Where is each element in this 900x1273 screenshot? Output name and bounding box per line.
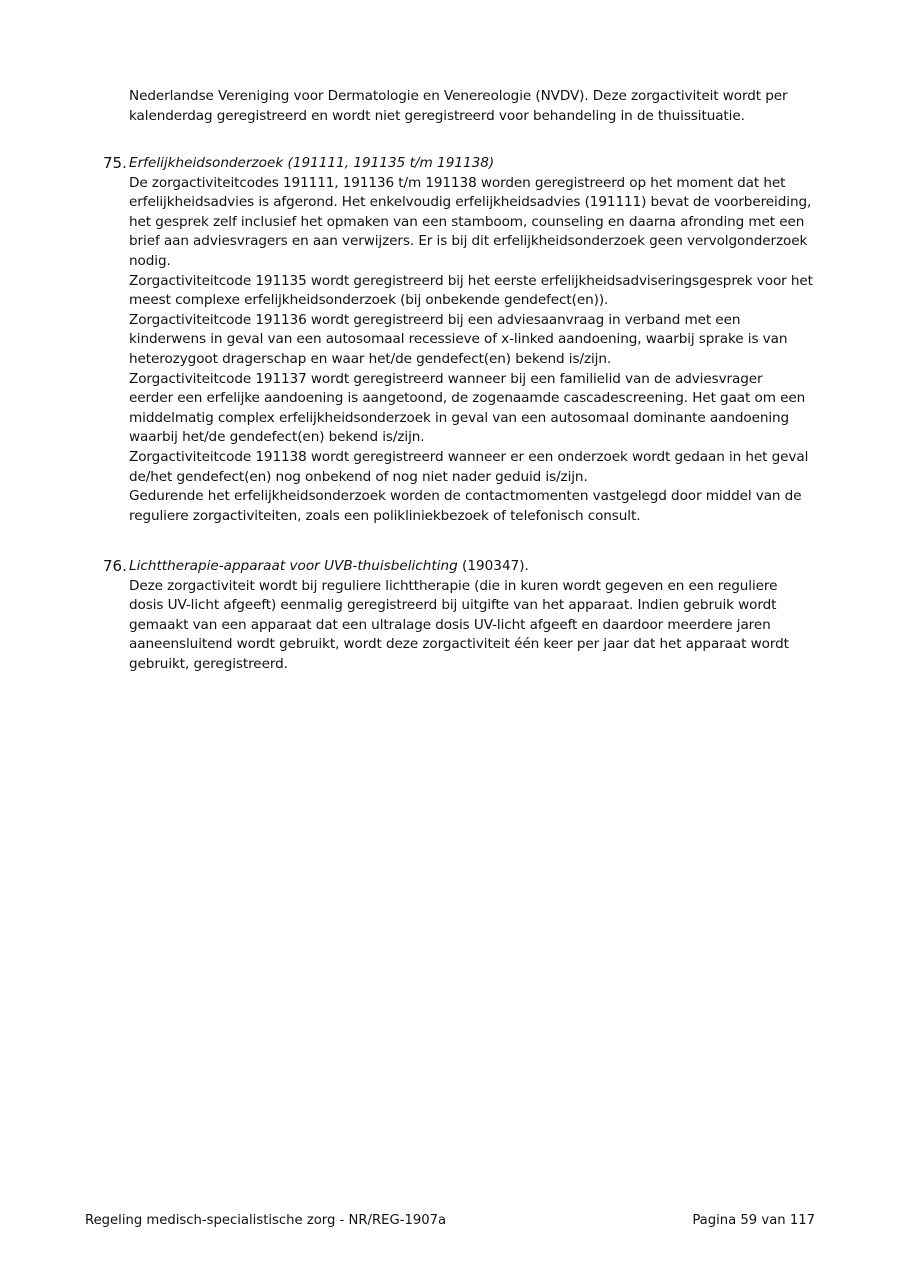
text-line: Nederlandse Vereniging voor Dermatologie en Venereologie (NVDV). Deze zorgactiviteit wordt per bbox=[129, 88, 788, 104]
item-body bbox=[129, 174, 829, 527]
footer-document-title: Regeling medisch-specialistische zorg - NR/REG-1907a bbox=[85, 1213, 447, 1228]
text-line: Zorgactiviteitcode 191138 wordt geregistreerd wanneer er een onderzoek wordt gedaan in het geval bbox=[129, 448, 809, 465]
item-title bbox=[129, 154, 494, 174]
text-line: dosis UV-licht afgeeft) eenmalig geregistreerd bij uitgifte van het apparaat. Indien gebruik wordt bbox=[129, 597, 777, 614]
text-line: reguliere zorgactiviteiten, zoals een polikliniekbezoek of telefonisch consult. bbox=[129, 507, 641, 524]
text-line: eerder een erfelijke aandoening is aangetoond, de zogenaamde cascadescreening. Het gaat om een bbox=[129, 390, 806, 407]
text-line: de/het gendefect(en) nog onbekend of nog niet nader geduid is/zijn. bbox=[129, 468, 588, 485]
text-line: middelmatig complex erfelijkheidsonderzoek in geval van een autosomaal dominante aandoening bbox=[129, 409, 790, 426]
text-line: Zorgactiviteitcode 191135 wordt geregistreerd bij het eerste erfelijkheidsadviseringsgesprek voor het bbox=[129, 272, 813, 289]
item-title-italic: Lichttherapie-apparaat voor UVB-thuisbelichting bbox=[129, 558, 458, 574]
text-line: heterozygoot dragerschap en waar het/de gendefect(en) bekend is/zijn. bbox=[129, 350, 612, 367]
intro-paragraph bbox=[129, 87, 829, 126]
text-line: waarbij het/de gendefect(en) bekend is/zijn. bbox=[129, 429, 425, 446]
item-number: 75. bbox=[103, 154, 127, 172]
text-line: De zorgactiviteitcodes 191111, 191136 t/m 191138 worden geregistreerd op het moment dat het bbox=[129, 174, 786, 191]
footer-page-number: Pagina 59 van 117 bbox=[692, 1213, 815, 1228]
item-heading bbox=[103, 154, 829, 174]
list-item-75 bbox=[103, 154, 829, 526]
text-line: het gesprek zelf inclusief het opmaken van een stamboom, counseling en daarna afronding met een bbox=[129, 213, 805, 230]
text-line: nodig. bbox=[129, 252, 171, 269]
text-line: kalenderdag geregistreerd en wordt niet geregistreerd voor behandeling in de thuissituatie. bbox=[129, 107, 745, 124]
text-line: Zorgactiviteitcode 191136 wordt geregistreerd bij een adviesaanvraag in verband met een bbox=[129, 311, 741, 328]
text-line: Gedurende het erfelijkheidsonderzoek worden de contactmomenten vastgelegd door middel van de bbox=[129, 488, 802, 505]
text-line: brief aan adviesvragers en aan verwijzers. Er is bij dit erfelijkheidsonderzoek geen vervolgonderzoek bbox=[129, 233, 808, 250]
item-title-plain: (190347). bbox=[457, 558, 529, 574]
text-line: gebruikt, geregistreerd. bbox=[129, 655, 288, 672]
item-number: 76. bbox=[103, 557, 127, 575]
text-line: Zorgactiviteitcode 191137 wordt geregistreerd wanneer bij een familielid van de adviesvrager bbox=[129, 370, 763, 387]
item-title bbox=[129, 557, 529, 577]
text-line: aaneensluitend wordt gebruikt, wordt deze zorgactiviteit één keer per jaar dat het apparaat wordt bbox=[129, 636, 789, 653]
text-line: gemaakt van een apparaat dat een ultralage dosis UV-licht afgeeft en daardoor meerdere jaren bbox=[129, 616, 771, 633]
item-heading bbox=[103, 557, 829, 577]
item-title-italic: Erfelijkheidsonderzoek (191111, 191135 t/m 191138) bbox=[129, 155, 495, 171]
text-line: Deze zorgactiviteit wordt bij reguliere lichttherapie (die in kuren wordt gegeven en een reguliere bbox=[129, 577, 778, 594]
text-line: erfelijkheidsadvies is afgerond. Het enkelvoudig erfelijkheidsadvies (191111) bevat de voorbereiding, bbox=[129, 194, 812, 211]
text-line: meest complexe erfelijkheidsonderzoek (bij onbekende gendefect(en)). bbox=[129, 292, 609, 309]
text-line: kinderwens in geval van een autosomaal recessieve of x-linked aandoening, waarbij sprake is van bbox=[129, 331, 788, 348]
item-body bbox=[129, 577, 829, 675]
list-item-76 bbox=[103, 557, 829, 675]
